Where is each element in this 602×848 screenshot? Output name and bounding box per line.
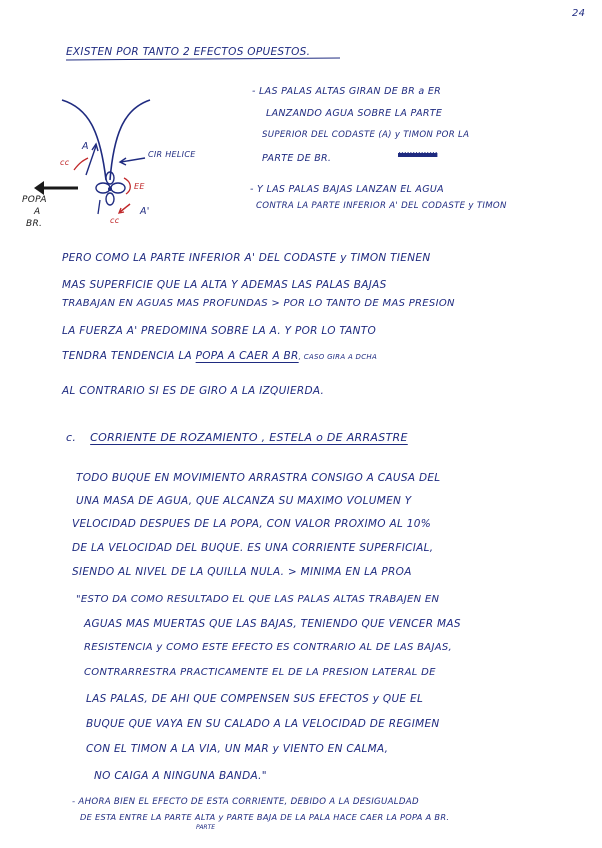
paragraph2-line: SIENDO AL NIVEL DE LA QUILLA NULA. > MINIMA EN LA PROA <box>72 566 412 578</box>
paragraph3-line: BUQUE QUE VAYA EN SU CALADO A LA VELOCIDAD DE REGIMEN <box>86 718 440 730</box>
label-cc-lower: cc <box>110 216 120 225</box>
paragraph3-line: CONTRARRESTRA PRACTICAMENTE EL DE LA PRESION LATERAL DE <box>84 667 436 678</box>
paragraph3-line: LAS PALAS, DE AHI QUE COMPENSEN SUS EFECTOS y QUE EL <box>86 693 424 705</box>
footer-note-line: - AHORA BIEN EL EFECTO DE ESTA CORRIENTE, DEBIDO A LA DESIGUALDAD <box>72 797 419 807</box>
red-arrow-lower <box>120 204 130 212</box>
popa-phrase: POPA A CAER A BR <box>195 350 299 362</box>
section-heading <box>66 431 408 444</box>
section-number: c. <box>66 431 77 444</box>
right-note-line: - Y LAS PALAS BAJAS LANZAN EL AGUA <box>250 184 444 195</box>
hull-right-line <box>110 100 150 180</box>
paragraph3-line: CON EL TIMON A LA VIA, UN MAR y VIENTO EN CALMA, <box>86 743 389 755</box>
footer-insert: PARTE <box>196 824 216 831</box>
right-note-line: - LAS PALAS ALTAS GIRAN DE BR a ER <box>252 86 442 97</box>
label-cc-upper: cc <box>60 158 70 167</box>
section-title: CORRIENTE DE ROZAMIENTO , ESTELA o DE ARRASTRE <box>90 431 408 444</box>
label-popa: POPA <box>22 195 47 205</box>
paragraph2-line: UNA MASA DE AGUA, QUE ALCANZA SU MAXIMO VOLUMEN Y <box>76 495 412 507</box>
paragraph2-line: DE LA VELOCIDAD DEL BUQUE. ES UNA CORRIENTE SUPERFICIAL, <box>72 542 434 554</box>
hull-left-line <box>62 100 106 180</box>
paragraph1-line: TRABAJAN EN AGUAS MAS PROFUNDAS > POR LO TANTO DE MAS PRESION <box>62 298 455 309</box>
right-note-line: LANZANDO AGUA SOBRE LA PARTE <box>266 108 443 119</box>
paragraph1-line: MAS SUPERFICIE QUE LA ALTA Y ADEMAS LAS PALAS BAJAS <box>62 279 387 291</box>
paragraph3-line: RESISTENCIA y COMO ESTE EFECTO ES CONTRARIO AL DE LAS BAJAS, <box>84 642 452 653</box>
right-note-line: SUPERIOR DEL CODASTE (A) y TIMON POR LA <box>262 130 470 140</box>
paragraph1-line: PERO COMO LA PARTE INFERIOR A' DEL CODASTE y TIMON TIENEN <box>62 252 431 264</box>
paragraph3-line: AGUAS MAS MUERTAS QUE LAS BAJAS, TENIENDO QUE VENCER MAS <box>84 618 461 630</box>
red-arrow-left <box>74 158 88 170</box>
label-ee: EE <box>134 182 145 191</box>
paragraph2-line: VELOCIDAD DESPUES DE LA POPA, CON VALOR PROXIMO AL 10% <box>72 518 431 530</box>
footer-note-line: DE ESTA ENTRE LA PARTE ALTA y PARTE BAJA DE LA PALA HACE CAER LA POPA A BR. <box>80 812 450 822</box>
page-number: 24 <box>572 8 586 19</box>
label-a-lower: A' <box>140 206 150 217</box>
struck-out-text: xxxxxxx <box>398 150 438 160</box>
page-heading: EXISTEN POR TANTO 2 EFECTOS OPUESTOS. <box>66 46 311 58</box>
right-note-line: CONTRA LA PARTE INFERIOR A' DEL CODASTE y TIMON <box>256 201 507 211</box>
label-helice: CIR HELICE <box>148 150 196 159</box>
paragraph3-line: NO CAIGA A NINGUNA BANDA." <box>94 770 267 782</box>
paragraph2-line: TODO BUQUE EN MOVIMIENTO ARRASTRA CONSIGO A CAUSA DEL <box>76 472 441 484</box>
paragraph1-line: TENDRA TENDENCIA LA POPA A CAER A BR, CASO GIRA A DCHA <box>62 350 378 362</box>
paragraph1-line: AL CONTRARIO SI ES DE GIRO A LA IZQUIERDA. <box>62 385 325 397</box>
label-a-upper: A <box>82 141 89 152</box>
paragraph1-line: LA FUERZA A' PREDOMINA SOBRE LA A. Y POR LO TANTO <box>62 325 377 337</box>
paragraph3-line: "ESTO DA COMO RESULTADO EL QUE LAS PALAS ALTAS TRABAJEN EN <box>76 594 440 605</box>
label-br: BR. <box>26 219 43 229</box>
right-note-line: PARTE DE BR. <box>262 153 332 164</box>
caso-note: , CASO GIRA A DCHA <box>298 353 378 361</box>
label-a: A <box>34 207 41 217</box>
